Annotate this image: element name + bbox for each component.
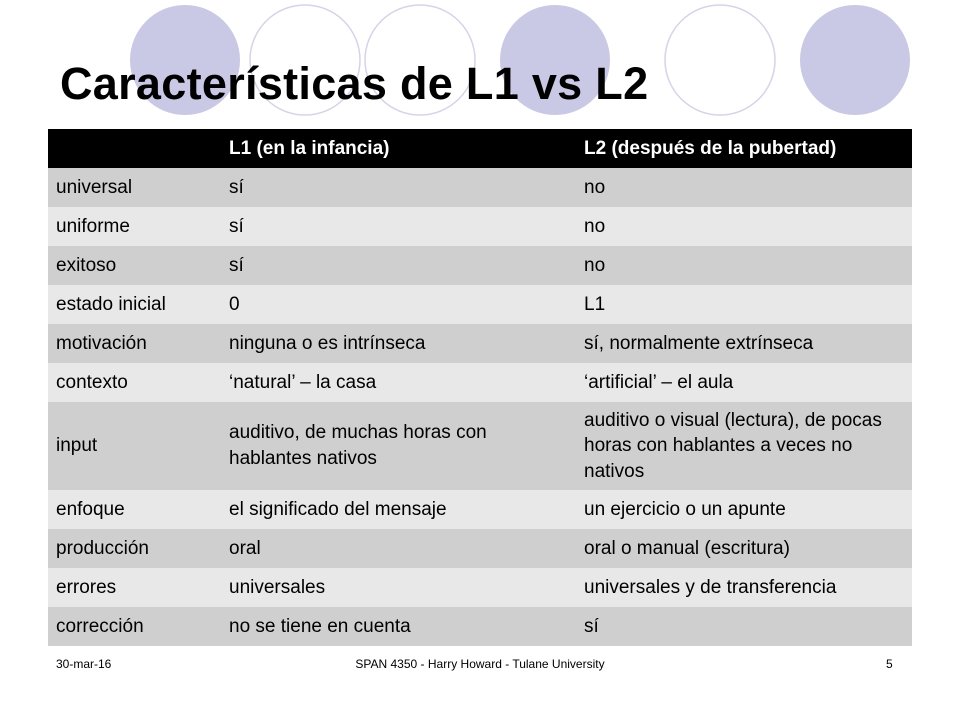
l2-cell: no (584, 176, 606, 198)
l2-cell: un ejercicio o un apunte (584, 498, 786, 520)
table-row (48, 607, 912, 646)
l2-cell: no (584, 254, 606, 276)
footer-page-number: 5 (886, 657, 893, 671)
l2-cell: auditivo o visual (lectura), de pocas horas con hablantes a veces no nativos (584, 409, 882, 482)
row-label: errores (56, 576, 117, 598)
l2-cell: L1 (584, 293, 606, 315)
l1-cell: 0 (229, 293, 240, 315)
l1-cell: no se tiene en cuenta (229, 615, 411, 637)
footer-date: 30-mar-16 (56, 657, 112, 671)
table-row (48, 168, 912, 207)
row-label: input (56, 435, 98, 457)
header-cell-empty (48, 129, 221, 168)
header-cell-l2: L2 (después de la pubertad) (576, 129, 912, 168)
l2-cell: universales y de transferencia (584, 576, 837, 598)
l1-cell: ‘natural’ – la casa (229, 371, 377, 393)
row-label: corrección (56, 615, 144, 637)
header-cell-l1: L1 (en la infancia) (221, 129, 576, 168)
table-header-row (48, 129, 912, 168)
l1-cell: sí (229, 215, 244, 237)
table-row (48, 207, 912, 246)
l1-cell: sí (229, 176, 244, 198)
table-row (48, 324, 912, 363)
row-label: producción (56, 537, 149, 559)
table-row (48, 402, 912, 490)
table-row (48, 285, 912, 324)
circle-outline-3 (665, 5, 775, 115)
l1-cell: oral (229, 537, 261, 559)
comparison-table (48, 129, 912, 646)
row-label: motivación (56, 332, 147, 354)
row-label: estado inicial (56, 293, 166, 315)
row-label: uniforme (56, 215, 130, 237)
table-row (48, 529, 912, 568)
slide-title: Características de L1 vs L2 (60, 58, 649, 109)
l2-cell: ‘artificial’ – el aula (584, 371, 734, 393)
l1-cell: el significado del mensaje (229, 498, 447, 520)
l1-cell: universales (229, 576, 326, 598)
table-row (48, 490, 912, 529)
l1-cell: auditivo, de muchas horas con hablantes nativos (229, 422, 487, 469)
l2-cell: oral o manual (escritura) (584, 537, 790, 559)
row-label: contexto (56, 371, 128, 393)
l1-cell: sí (229, 254, 244, 276)
l2-cell: no (584, 215, 606, 237)
l1-cell: ninguna o es intrínseca (229, 332, 426, 354)
table-row (48, 568, 912, 607)
footer-course: SPAN 4350 - Harry Howard - Tulane University (355, 657, 605, 671)
l2-cell: sí, normalmente extrínseca (584, 332, 814, 354)
row-label: universal (56, 176, 133, 198)
row-label: exitoso (56, 254, 117, 276)
table-row (48, 246, 912, 285)
table-row (48, 363, 912, 402)
row-label: enfoque (56, 498, 125, 520)
l2-cell: sí (584, 615, 599, 637)
circle-filled-3 (800, 5, 910, 115)
